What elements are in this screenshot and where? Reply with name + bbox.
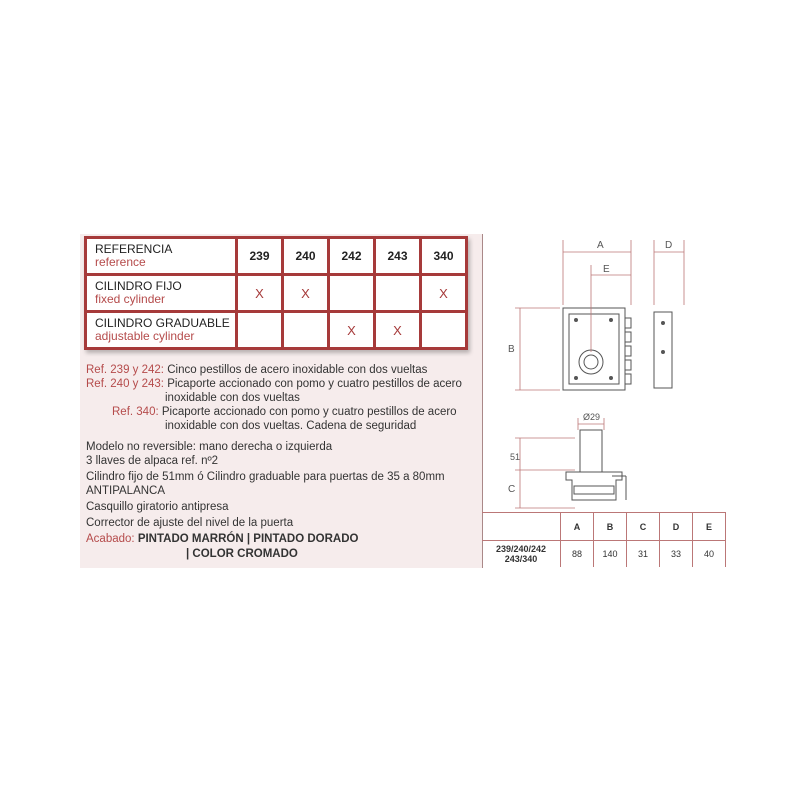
ref-239-242: Ref. 239 y 242: Cinco pestillos de acero inoxidable con dos vueltas (86, 364, 428, 376)
dimensions-table (482, 512, 726, 567)
column-242: 242 (329, 238, 375, 275)
feature-item: ANTIPALANCA (86, 485, 166, 497)
feature-item: Cilindro fijo de 51mm ó Cilindro graduable para puertas de 35 a 80mm (86, 471, 445, 483)
column-240: 240 (283, 238, 329, 275)
dim-a-label: A (597, 240, 604, 251)
ref-340-cont: inoxidable con dos vueltas. Cadena de seguridad (165, 420, 417, 432)
dim-d-label: D (665, 240, 673, 251)
dimensions-header-row: A B C D E (482, 513, 726, 541)
model-cell: 239/240/242 243/340 (482, 541, 561, 568)
fixed-cylinder-label: CILINDRO FIJO fixed cylinder (86, 275, 237, 312)
length-label: 51 (510, 452, 521, 462)
ref-240-243-cont: inoxidable con dos vueltas (165, 392, 300, 404)
ref-240-243: Ref. 240 y 243: Picaporte accionado con pomo y cuatro pestillos de acero (86, 378, 462, 390)
column-243: 243 (375, 238, 421, 275)
feature-item: Modelo no reversible: mano derecha o izquierda (86, 441, 333, 453)
dim-c-label: C (508, 484, 516, 495)
dim-e-label: E (603, 264, 610, 275)
feature-item: Casquillo giratorio antipresa (86, 501, 229, 513)
finish-line: Acabado: PINTADO MARRÓN | PINTADO DORADO (86, 533, 359, 545)
mark-cell: X (283, 275, 329, 312)
cylinder-profile (580, 430, 602, 472)
feature-item: Corrector de ajuste del nivel de la puerta (86, 517, 294, 529)
feature-item: 3 llaves de alpaca ref. nº2 (86, 455, 219, 467)
finish-line-2: | COLOR CROMADO (186, 548, 298, 560)
dim-b-label: B (508, 344, 515, 355)
reference-header: REFERENCIA reference (86, 238, 237, 275)
mark-cell: X (421, 275, 467, 312)
lock-body-front (563, 308, 625, 390)
ref-340: Ref. 340: Picaporte accionado con pomo y cuatro pestillos de acero (112, 406, 457, 418)
mark-cell: X (237, 275, 283, 312)
column-340: 340 (421, 238, 467, 275)
table-row: 239/240/242 243/340 88 140 31 33 40 (482, 541, 726, 568)
mark-cell: X (329, 312, 375, 349)
adjustable-cylinder-label: CILINDRO GRADUABLE adjustable cylinder (86, 312, 237, 349)
diameter-label: Ø29 (583, 412, 601, 422)
column-239: 239 (237, 238, 283, 275)
cylinder-circle (579, 350, 603, 374)
mark-cell: X (375, 312, 421, 349)
